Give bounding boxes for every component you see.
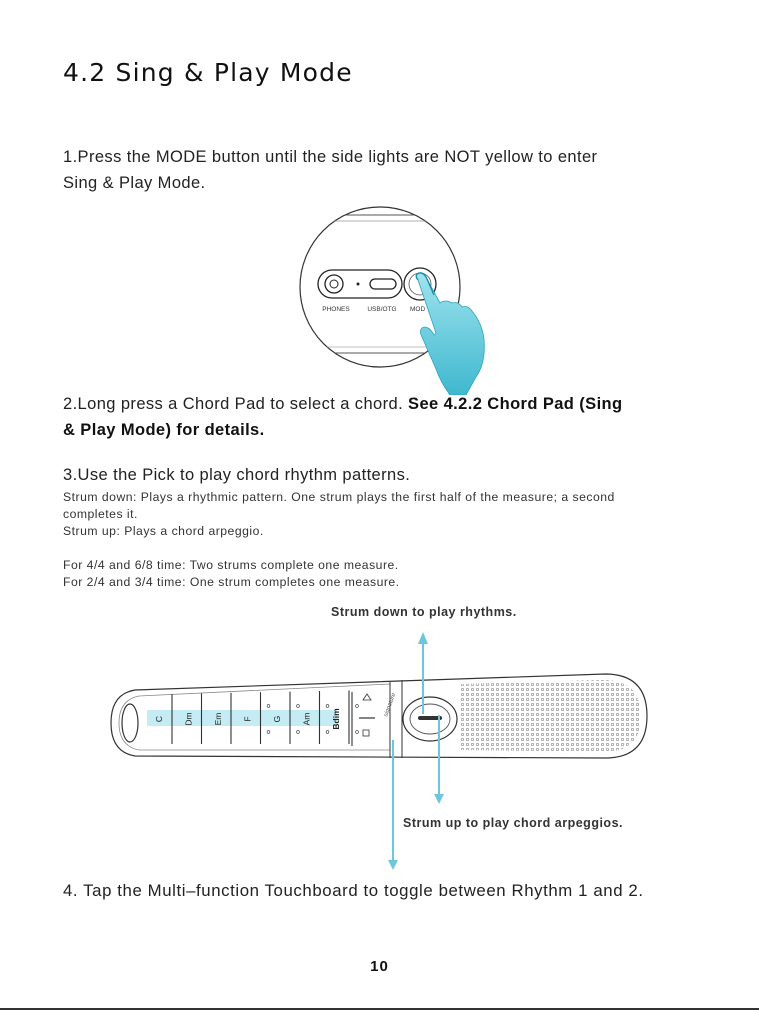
step2-reference-link[interactable]: See 4.2.2 Chord Pad (Sing: [408, 395, 623, 413]
chord-label: Dm: [183, 712, 194, 726]
chord-label: Am: [301, 712, 312, 726]
chord-label: G: [272, 715, 282, 723]
step1-line1: 1.Press the MODE button until the side lights are NOT yellow to enter: [63, 148, 598, 166]
footer-rule: [0, 1008, 759, 1010]
chord-label: Bdim: [331, 708, 341, 730]
usb-port-icon: [370, 279, 396, 289]
arrow-down-long-icon: [388, 860, 398, 870]
caption-strum-up: Strum up to play chord arpeggios.: [403, 816, 623, 830]
step2-lead: 2.Long press a Chord Pad to select a chord.: [63, 395, 409, 413]
step2-text: [63, 391, 623, 443]
mode-label: MOD: [410, 306, 426, 313]
strap-hole: [122, 704, 138, 742]
svg-text:signature: signature: [383, 692, 398, 718]
time-line-1: For 4/4 and 6/8 time: Two strums complete one measure.: [63, 558, 399, 572]
strum-up-line: Strum up: Plays a chord arpeggio.: [63, 524, 264, 538]
guitar-diagram: [105, 622, 655, 872]
strum-down-line-cont: completes it.: [63, 507, 138, 521]
time-line-2: For 2/4 and 3/4 time: One strum completes one measure.: [63, 575, 400, 589]
usb-label: USB/OTG: [367, 306, 397, 313]
chord-label: F: [242, 716, 253, 722]
strum-down-line: Strum down: Plays a rhythmic pattern. One strum plays the first half of the measure; a second: [63, 490, 615, 504]
step1-text: [63, 144, 597, 196]
step1-line2: Sing & Play Mode.: [63, 174, 206, 192]
arrow-up-icon: [418, 632, 428, 644]
page-title: 4.2 Sing & Play Mode: [63, 58, 353, 87]
caption-strum-down: Strum down to play rhythms.: [331, 605, 517, 619]
step3-title: 3.Use the Pick to play chord rhythm patterns.: [63, 466, 411, 484]
time-signature-notes: [63, 557, 400, 591]
page-number: 10: [370, 958, 389, 975]
arrow-down-icon: [434, 794, 444, 804]
step2-reference-link-cont[interactable]: & Play Mode) for details.: [63, 421, 265, 439]
phones-label: PHONES: [322, 306, 350, 313]
chord-label: C: [154, 715, 164, 723]
step3-details: [63, 489, 615, 540]
step4-text: 4. Tap the Multi–function Touchboard to toggle between Rhythm 1 and 2.: [63, 881, 644, 900]
device-top-illustration: [290, 205, 500, 395]
chord-label: Em: [213, 712, 223, 726]
speaker-grille: [460, 680, 641, 752]
